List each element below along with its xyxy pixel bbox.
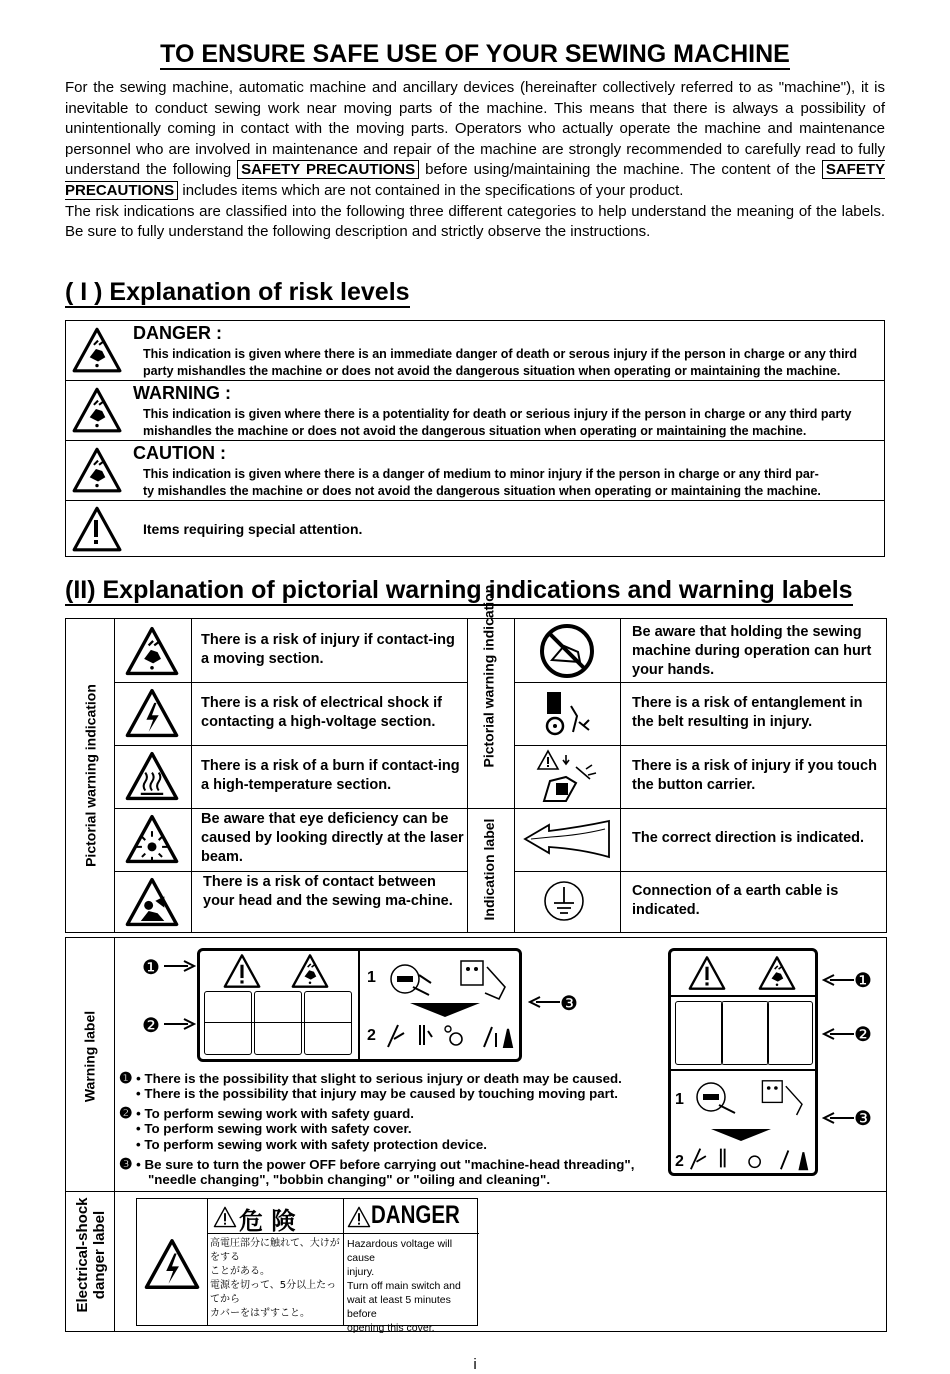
right-item-text: Connection of a earth cable is indicated. [632,883,839,918]
unplug-hand-icon [757,1075,811,1119]
risk-label: WARNING : [133,383,231,403]
mid-side-label-bottom: Indication label [481,818,497,921]
laser-beam-icon [124,813,180,865]
right-item-text: There is a risk of injury if you touch the button carrier. [632,758,877,793]
intro-text: For the sewing machine, automatic machine and ancillary devices (hereinafter collectively referred to as "machine"), it is inevitable to conduct sewing work near moving parts of the machine. This means that there is always a possibility of unintentionally coming in contact with the moving parts. Operators who actually operate the machine and maintenance personnel who are involved in maintenance and repair of the machine are strongly recommended to carefully read to fully understand the following SAFETY PRECAUTIONS before using/maintaining the machine. The content of the SAFETY PRECAUTIONS includes items which are not contained in the specifications of your product. The risk indications are classified into the following three different categories to help understand the meaning of the labels. Be sure to fully understand the following description and strictly observe the instructions. [65,79,885,241]
left-item-text: There is a risk of electrical shock if contacting a high-voltage section. [201,695,442,730]
button-carrier-icon [536,749,602,805]
risk-text: This indication is given where there is an immediate danger of death or serous injury if the person in charge or any third party mishandles the machine or does not avoid the dangerous situation when operating or maintaining the machine. [143,347,858,378]
arrow-right-icon [164,960,196,972]
maintenance-pictograms [384,1019,516,1051]
arrow-left-icon [822,1112,854,1124]
risk-label: CAUTION : [133,443,226,463]
danger-hand-icon [71,326,123,374]
right-item-text: The correct direction is indicated. [632,830,865,846]
belt-entanglement-icon [541,686,596,742]
jp-danger-text: 高電圧部分に触れて、大けがをする ことがある。 電源を切って、5分以上たってから カバーをはずすこと。 [210,1238,340,1319]
jp-danger-title: 危 険 [239,1207,296,1235]
arrow-right-icon [164,1018,196,1030]
note-2c: • To perform sewing work with safety protection device. [136,1137,487,1152]
left-side-label: Pictorial warning indication [82,684,99,867]
caution-hand-icon [71,446,123,494]
moving-section-icon [290,953,330,989]
en-danger-title: DANGER [371,1201,460,1229]
left-item-text: There is a risk of injury if contact-ing a moving section. [201,632,455,667]
risk-row-caution [66,441,884,501]
note-2: ❷ • To perform sewing work with safety guard. [119,1105,414,1122]
exclamation-triangle-icon [222,953,262,989]
risk-label: DANGER : [133,323,222,343]
warning-label-section [65,937,887,1332]
left-item-text: There is a risk of a burn if contact-ing a high-temperature section. [201,758,460,793]
no-holding-machine-icon [538,622,596,680]
warning-sticker-horizontal [197,948,522,1062]
step-1: 1 [675,1091,684,1108]
risk-text: This indication is given where there is a danger of medium to minor injury if the person in charge or any third par- ty mishandles the machine or does not avoid the dangerous situation when operating or maintaining the machine. [143,467,821,498]
step-2: 2 [367,1027,376,1044]
risk-levels-table [65,320,885,557]
note-3b: "needle changing", "bobbin changing" or "oiling and cleaning". [148,1172,551,1187]
warning-hand-icon [71,386,123,434]
high-voltage-icon [124,687,180,739]
switch-off-hand-icon [691,1075,741,1119]
safety-precautions-box: SAFETY PRECAUTIONS [237,160,419,179]
shock-danger-sticker [136,1198,478,1334]
earth-ground-icon [542,879,586,923]
section2-heading: (II) Explanation of pictorial warning indications and warning labels [65,576,853,604]
moving-section-icon [757,955,797,991]
note-1b: • There is the possibility that injury may be caused by touching moving part. [136,1086,618,1101]
unplug-hand-icon [455,957,515,1001]
arrow-left-icon [822,974,854,986]
step-2: 2 [675,1153,684,1170]
en-danger-text: Hazardous voltage will cause injury. Turn off main switch and wait at least 5 minutes before opening this cover. [347,1238,461,1334]
warning-sticker-vertical [668,948,818,1176]
moving-section-icon [124,625,180,677]
page-number: i [473,1356,477,1373]
marker-3: ❸ [854,1108,872,1130]
marker-3: ❸ [560,993,578,1015]
note-2b: • To perform sewing work with safety cover. [136,1121,412,1136]
head-contact-icon [124,876,180,928]
safety-precautions-box: SAFETY PRECAUTIONS [65,161,885,199]
risk-row-danger [66,321,884,381]
maintenance-pictograms [687,1143,811,1173]
mid-side-label-top: Pictorial warning indication [480,584,497,768]
step-1: 1 [367,969,376,986]
risk-text: This indication is given where there is a potentiality for death or serious injury if the person in charge or any third party mishandles the machine or does not avoid the dangerous situation when operating or maintaining the machine. [143,407,852,438]
exclamation-triangle-icon [347,1206,371,1228]
risk-row-attention [66,501,884,557]
guard-pictograms [204,991,352,1055]
note-3: ❸ • Be sure to turn the power OFF before carrying out "machine-head threading", [119,1156,635,1173]
page-title: TO ENSURE SAFE USE OF YOUR SEWING MACHINE [160,40,790,68]
marker-1: ❶ [854,970,872,992]
direction-arrow-icon [521,817,613,861]
right-item-text: Be aware that holding the sewing machine during operation can hurt your hands. [632,624,872,678]
section1-heading: ( I ) Explanation of risk levels [65,278,410,306]
arrow-left-icon [822,1028,854,1040]
down-arrow-icon [711,1129,771,1141]
down-arrow-icon [410,1003,480,1017]
left-item-text: Be aware that eye deficiency can be caused by looking directly at the laser beam. [201,811,464,865]
shock-label-side: Electrical-shock danger label [74,1197,108,1313]
warning-label-side: Warning label [81,1010,98,1103]
exclamation-triangle-icon [687,955,727,991]
marker-2: ❷ [854,1024,872,1046]
right-item-text: There is a risk of entanglement in the belt resulting in injury. [632,695,863,730]
left-item-text: There is a risk of contact between your head and the sewing ma-chine. [203,874,453,909]
high-temperature-icon [124,750,180,802]
high-voltage-icon [143,1237,201,1291]
arrow-left-icon [528,996,560,1008]
marker-1: ❶ [142,957,160,979]
exclamation-triangle-icon [213,1206,237,1228]
risk-text: Items requiring special attention. [143,521,363,537]
marker-2: ❷ [142,1015,160,1037]
exclamation-triangle-icon [71,505,123,553]
risk-row-warning [66,381,884,441]
note-1: ❶ • There is the possibility that slight to serious injury or death may be caused. [119,1070,622,1087]
switch-off-hand-icon [385,961,435,997]
